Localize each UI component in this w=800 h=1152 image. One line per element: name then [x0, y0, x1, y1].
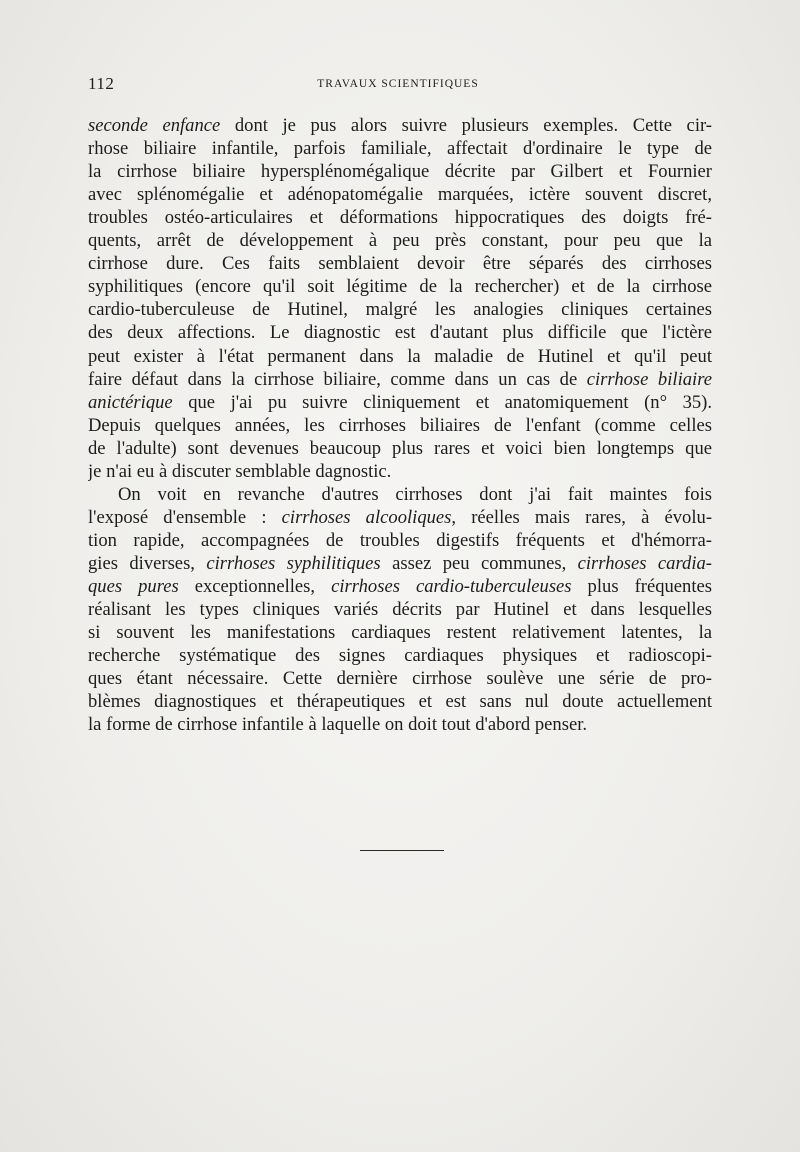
running-head: TRAVAUX SCIENTIFIQUES	[317, 78, 479, 90]
text-span: réalisant les types cliniques variés décrits par Hutinel et dans lesquelles	[88, 599, 712, 621]
page-number: 112	[88, 74, 115, 93]
italic-text: seconde enfance	[88, 115, 221, 136]
italic-text: cirrhoses syphilitiques	[206, 552, 381, 574]
text-span: l'exposé d'ensemble :	[88, 506, 282, 528]
text-line	[88, 252, 712, 275]
italic-text: cirrhose biliaire	[586, 368, 712, 390]
text-line	[118, 483, 712, 506]
text-span: rhose biliaire infantile, parfois familiale, affectait d'ordinaire le type de	[88, 138, 712, 160]
text-line	[88, 713, 712, 736]
text-line	[88, 460, 712, 483]
text-span: faire défaut dans la cirrhose biliaire, comme dans un cas de	[88, 368, 587, 390]
text-line	[88, 598, 712, 621]
italic-text: ques pures	[88, 576, 179, 597]
text-span: Depuis quelques années, les cirrhoses biliaires de l'enfant (comme celles	[88, 414, 712, 436]
text-span: assez peu communes,	[380, 552, 578, 574]
text-span: tion rapide, accompagnées de troubles digestifs fréquents et d'hémorra-	[88, 529, 712, 551]
text-span: je n'ai eu à discuter semblable dagnostic.	[88, 460, 392, 482]
text-line	[88, 275, 712, 298]
text-span: si souvent les manifestations cardiaques restent relativement latentes, la	[88, 622, 712, 644]
italic-text: cirrhoses alcooliques	[281, 506, 452, 528]
text-span: de l'adulte) sont devenues beaucoup plus rares et voici bien longtemps que	[88, 437, 712, 459]
text-line	[88, 114, 712, 137]
text-line	[88, 414, 712, 437]
text-span: cirrhose dure. Ces faits semblaient devoir être séparés des cirrhoses	[88, 253, 712, 275]
text-line	[88, 506, 712, 529]
text-line	[88, 391, 712, 414]
text-line	[88, 552, 712, 575]
text-span: ques étant nécessaire. Cette dernière cirrhose soulève une série de pro-	[88, 668, 712, 690]
text-span: des deux affections. Le diagnostic est d'autant plus difficile que l'ictère	[88, 322, 712, 344]
text-line	[88, 137, 712, 160]
text-line	[88, 667, 712, 690]
text-line	[88, 621, 712, 644]
text-span: la forme de cirrhose infantile à laquelle on doit tout d'abord penser.	[88, 714, 588, 736]
text-span: peut exister à l'état permanent dans la maladie de Hutinel et qu'il peut	[88, 345, 712, 367]
text-span: dont je pus alors suivre plusieurs exemples. Cette cir-	[220, 115, 712, 136]
text-span: syphilitiques (encore qu'il soit légitime de la rechercher) et de la cirrhose	[88, 276, 712, 298]
text-span: gies diverses,	[88, 552, 207, 574]
text-span: blèmes diagnostiques et thérapeutiques et est sans nul doute actuellement	[88, 691, 712, 713]
text-span: On voit en revanche d'autres cirrhoses dont j'ai fait maintes fois	[118, 483, 712, 505]
text-line	[88, 298, 712, 321]
text-span: avec splénomégalie et adénopatomégalie marquées, ictère souvent discret,	[88, 184, 712, 206]
text-line	[88, 229, 712, 252]
text-line	[88, 321, 712, 344]
text-line	[88, 575, 712, 598]
text-span: recherche systématique des signes cardiaques physiques et radioscopi-	[88, 645, 712, 667]
text-line	[88, 529, 712, 552]
text-line	[88, 690, 712, 713]
text-span: , réelles mais rares, à évolu-	[451, 506, 712, 528]
text-line	[88, 437, 712, 460]
text-line	[88, 644, 712, 667]
end-rule	[360, 850, 444, 851]
text-line	[88, 368, 712, 391]
text-line	[88, 160, 712, 183]
text-span: troubles ostéo-articulaires et déformations hippocratiques des doigts fré-	[88, 207, 712, 229]
text-line	[88, 183, 712, 206]
text-line	[88, 206, 712, 229]
italic-text: anictérique	[88, 391, 173, 413]
text-span: quents, arrêt de développement à peu près constant, pour peu que la	[88, 230, 712, 252]
text-span: plus fréquentes	[571, 576, 712, 597]
text-span: cardio-tuberculeuse de Hutinel, malgré les analogies cliniques certaines	[88, 299, 712, 321]
text-line	[88, 345, 712, 368]
italic-text: cirrhoses cardia-	[577, 552, 712, 574]
text-span: que j'ai pu suivre cliniquement et anatomiquement (n° 35).	[172, 391, 712, 413]
text-span: la cirrhose biliaire hypersplénomégalique décrite par Gilbert et Fournier	[88, 161, 712, 183]
text-span: exceptionnelles,	[178, 576, 332, 597]
italic-text: cirrhoses cardio-tuberculeuses	[331, 576, 572, 597]
